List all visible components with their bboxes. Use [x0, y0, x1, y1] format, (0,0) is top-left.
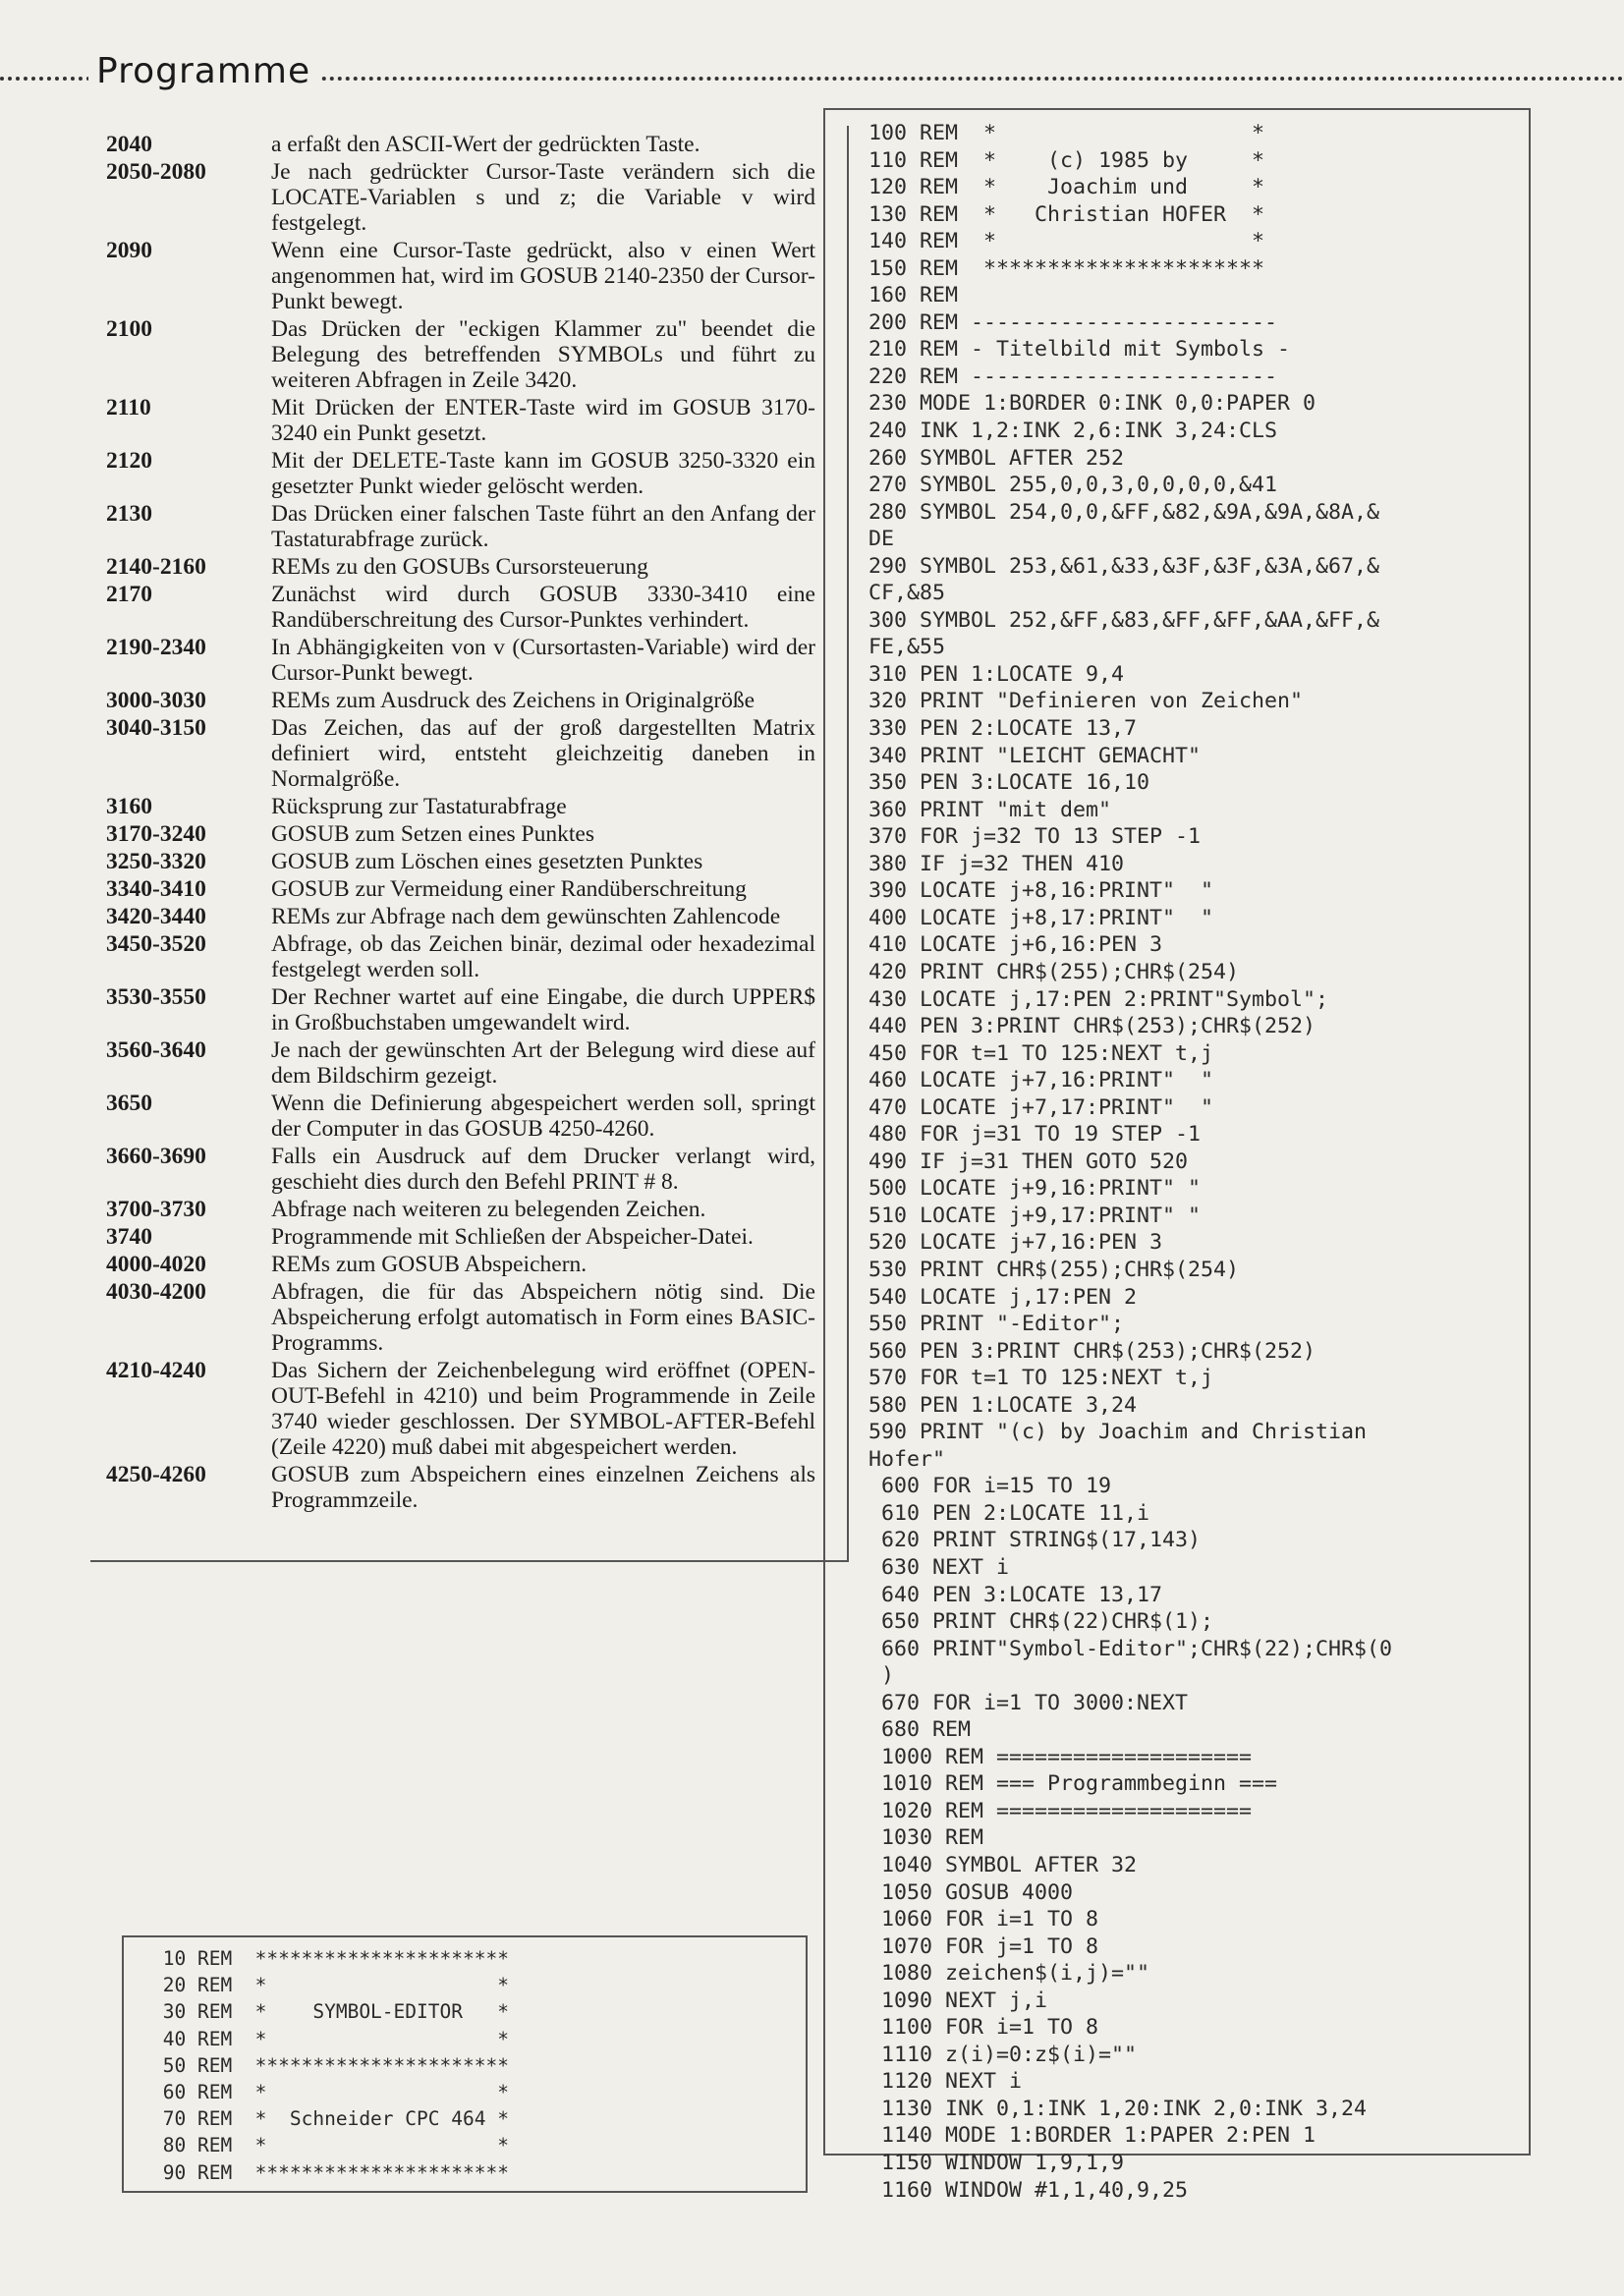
- description-text: Das Zeichen, das auf der groß dargestellten Matrix definiert wird, entsteht gleichzeitig daneben in Normalgröße.: [271, 715, 815, 792]
- code-line: 1040 SYMBOL AFTER 32: [868, 1853, 1138, 1877]
- description-item: [106, 501, 815, 552]
- code-line: 1160 WINDOW #1,1,40,9,25: [868, 2177, 1189, 2203]
- description-line-number: 3170-3240: [106, 821, 206, 847]
- code-line: 270 SYMBOL 255,0,0,3,0,0,0,0,&41: [868, 473, 1278, 498]
- description-text: Falls ein Ausdruck auf dem Drucker verlangt wird, geschieht dies durch den Befehl PRINT # 8.: [271, 1144, 815, 1195]
- description-item: [106, 1144, 815, 1195]
- description-line-number: 2170: [106, 582, 152, 607]
- description-line-number: 3740: [106, 1224, 152, 1250]
- code-line: 450 FOR t=1 TO 125:NEXT t,j: [868, 1040, 1214, 1066]
- code-line: 150 REM **********************: [868, 255, 1265, 281]
- code-line: 590 PRINT "(c) by Joachim and Christian: [868, 1420, 1368, 1445]
- description-line-number: 3530-3550: [106, 984, 206, 1010]
- description-text: GOSUB zur Vermeidung einer Randüberschreitung: [271, 876, 747, 902]
- code-line: 1070 FOR j=1 TO 8: [868, 1933, 1099, 1959]
- description-item: [106, 984, 815, 1036]
- description-item: [106, 132, 815, 157]
- description-line-number: 3700-3730: [106, 1197, 206, 1222]
- description-line-number: 2090: [106, 238, 152, 263]
- description-line-number: 3040-3150: [106, 715, 206, 741]
- description-item: [106, 794, 815, 819]
- code-line: 1060 FOR i=1 TO 8: [868, 1907, 1099, 1932]
- description-item: [106, 821, 815, 847]
- code-line: 530 PRINT CHR$(255);CHR$(254): [868, 1257, 1240, 1282]
- description-text: Abfragen, die für das Abspeichern nötig sind. Die Abspeicherung erfolgt automatisch in Form eines BASIC-Programms.: [271, 1279, 815, 1356]
- description-text: In Abhängigkeiten von v (Cursortasten-Variable) wird der Cursor-Punkt bewegt.: [271, 635, 815, 686]
- description-line-number: 3250-3320: [106, 849, 206, 874]
- description-item: [106, 849, 815, 874]
- code-line: 490 IF j=31 THEN GOTO 520: [868, 1148, 1189, 1174]
- description-text: GOSUB zum Setzen eines Punktes: [271, 821, 594, 847]
- description-item: [106, 715, 815, 792]
- description-text: Das Drücken der "eckigen Klammer zu" beendet die Belegung des betreffenden SYMBOLs und führt zu weiteren Abfragen in Zeile 3420.: [271, 316, 815, 393]
- code-line: 1010 REM === Programmbeginn ===: [868, 1771, 1278, 1797]
- description-text: Mit Drücken der ENTER-Taste wird im GOSUB 3170-3240 ein Punkt gesetzt.: [271, 395, 815, 446]
- code-line: 400 LOCATE j+8,17:PRINT" ": [868, 905, 1214, 930]
- description-line-number: 4000-4020: [106, 1252, 206, 1277]
- code-line: 630 NEXT i: [868, 1554, 1010, 1580]
- code-line: 1020 REM ====================: [868, 1798, 1253, 1823]
- code-line: 620 PRINT STRING$(17,143): [868, 1528, 1202, 1553]
- description-text: REMs zu den GOSUBs Cursorsteuerung: [271, 554, 648, 580]
- code-line: 280 SYMBOL 254,0,0,&FF,&82,&9A,&9A,&8A,&: [868, 499, 1380, 525]
- code-line: 90 REM **********************: [151, 2160, 509, 2184]
- code-line: 80 REM * *: [151, 2134, 509, 2157]
- code-line: 660 PRINT"Symbol-Editor";CHR$(22);CHR$(0: [868, 1636, 1393, 1661]
- description-line-number: 4030-4200: [106, 1279, 206, 1305]
- code-line: 500 LOCATE j+9,16:PRINT" ": [868, 1176, 1202, 1202]
- code-line: 680 REM: [868, 1717, 972, 1743]
- description-text: Wenn eine Cursor-Taste gedrückt, also v einen Wert angenommen hat, wird im GOSUB 2140-2350 der Cursor-Punkt bewegt.: [271, 238, 815, 314]
- code-line: 1130 INK 0,1:INK 1,20:INK 2,0:INK 3,24: [868, 2096, 1368, 2121]
- code-line: 20 REM * *: [151, 1974, 509, 1997]
- description-line-number: 3160: [106, 794, 152, 819]
- code-line: 40 REM * *: [151, 2027, 509, 2050]
- description-line-number: 2120: [106, 448, 152, 474]
- code-line: 230 MODE 1:BORDER 0:INK 0,0:PAPER 0: [868, 391, 1316, 417]
- description-line-number: 2140-2160: [106, 554, 206, 580]
- code-line: 210 REM - Titelbild mit Symbols -: [868, 337, 1291, 363]
- description-line-number: 4250-4260: [106, 1462, 206, 1487]
- code-line: 420 PRINT CHR$(255);CHR$(254): [868, 959, 1240, 984]
- description-item: [106, 1224, 815, 1250]
- description-text: REMs zum Ausdruck des Zeichens in Originalgröße: [271, 688, 756, 713]
- description-item: [106, 1091, 815, 1142]
- description-line-number: 3560-3640: [106, 1037, 206, 1063]
- code-line: DE: [868, 527, 895, 552]
- description-text: Wenn die Definierung abgespeichert werden soll, springt der Computer in das GOSUB 4250-4260.: [271, 1091, 815, 1142]
- description-item: [106, 635, 815, 686]
- description-text: Abfrage nach weiteren zu belegenden Zeichen.: [271, 1197, 706, 1222]
- code-line: 440 PEN 3:PRINT CHR$(253);CHR$(252): [868, 1014, 1316, 1039]
- code-line: 600 FOR i=15 TO 19: [868, 1474, 1112, 1499]
- code-line: 110 REM * (c) 1985 by *: [868, 147, 1265, 173]
- description-text: GOSUB zum Löschen eines gesetzten Punktes: [271, 849, 703, 874]
- code-line: 240 INK 1,2:INK 2,6:INK 3,24:CLS: [868, 419, 1278, 444]
- code-line: 140 REM * *: [868, 229, 1265, 254]
- program-listing-right: [823, 108, 1531, 2203]
- code-line: 520 LOCATE j+7,16:PEN 3: [868, 1230, 1163, 1256]
- description-item: [106, 688, 815, 713]
- code-line: 390 LOCATE j+8,16:PRINT" ": [868, 878, 1214, 904]
- line-description-list: [106, 132, 815, 1515]
- section-title: Programme: [88, 51, 318, 91]
- code-line: 1000 REM ====================: [868, 1744, 1253, 1769]
- code-line: 1120 NEXT i: [868, 2069, 1023, 2095]
- description-line-number: 3000-3030: [106, 688, 206, 713]
- code-line: 1150 WINDOW 1,9,1,9: [868, 2151, 1125, 2176]
- description-line-number: 2050-2080: [106, 159, 206, 185]
- description-item: [106, 238, 815, 314]
- description-line-number: 2130: [106, 501, 152, 527]
- code-line: 260 SYMBOL AFTER 252: [868, 445, 1125, 471]
- code-line: 1050 GOSUB 4000: [868, 1879, 1074, 1905]
- code-line: 160 REM: [868, 283, 959, 308]
- description-text: Mit der DELETE-Taste kann im GOSUB 3250-3320 ein gesetzter Punkt wieder gelöscht werden.: [271, 448, 815, 499]
- code-line: 640 PEN 3:LOCATE 13,17: [868, 1582, 1163, 1607]
- code-line: ): [868, 1663, 895, 1689]
- code-line: 410 LOCATE j+6,16:PEN 3: [868, 932, 1163, 958]
- description-item: [106, 1252, 815, 1277]
- listing-code-left: [151, 1945, 509, 2186]
- code-line: 460 LOCATE j+7,16:PRINT" ": [868, 1068, 1214, 1093]
- code-line: 650 PRINT CHR$(22)CHR$(1);: [868, 1609, 1214, 1635]
- code-line: 310 PEN 1:LOCATE 9,4: [868, 661, 1125, 687]
- code-line: FE,&55: [868, 635, 946, 660]
- code-line: 70 REM * Schneider CPC 464 *: [151, 2107, 509, 2131]
- code-line: 100 REM * *: [868, 121, 1265, 145]
- code-line: 130 REM * Christian HOFER *: [868, 201, 1265, 227]
- code-line: 350 PEN 3:LOCATE 16,10: [868, 770, 1150, 796]
- description-text: Zunächst wird durch GOSUB 3330-3410 eine Randüberschreitung des Cursor-Punktes verhindert.: [271, 582, 815, 633]
- description-text: REMs zur Abfrage nach dem gewünschten Zahlencode: [271, 904, 781, 929]
- description-item: [106, 316, 815, 393]
- description-item: [106, 876, 815, 902]
- code-line: 330 PEN 2:LOCATE 13,7: [868, 716, 1138, 742]
- code-line: 50 REM **********************: [151, 2053, 509, 2077]
- description-item: [106, 395, 815, 446]
- description-text: Abfrage, ob das Zeichen binär, dezimal oder hexadezimal festgelegt werden soll.: [271, 931, 815, 982]
- description-line-number: 2040: [106, 132, 152, 157]
- code-line: 10 REM **********************: [151, 1947, 509, 1970]
- code-line: 470 LOCATE j+7,17:PRINT" ": [868, 1094, 1214, 1120]
- description-item: [106, 1358, 815, 1460]
- description-text: Der Rechner wartet auf eine Eingabe, die durch UPPER$ in Großbuchstaben umgewandelt wird.: [271, 984, 815, 1036]
- code-line: 300 SYMBOL 252,&FF,&83,&FF,&FF,&AA,&FF,&: [868, 607, 1380, 633]
- code-line: 120 REM * Joachim und *: [868, 175, 1265, 200]
- description-line-number: 2100: [106, 316, 152, 342]
- code-line: 510 LOCATE j+9,17:PRINT" ": [868, 1203, 1202, 1228]
- code-line: 340 PRINT "LEICHT GEMACHT": [868, 743, 1202, 768]
- code-line: 550 PRINT "-Editor";: [868, 1312, 1125, 1337]
- code-line: CF,&85: [868, 581, 946, 606]
- description-item: [106, 1462, 815, 1513]
- description-item: [106, 904, 815, 929]
- description-item: [106, 1197, 815, 1222]
- description-text: Programmende mit Schließen der Abspeicher-Datei.: [271, 1224, 754, 1250]
- code-line: 540 LOCATE j,17:PEN 2: [868, 1284, 1138, 1310]
- description-line-number: 3650: [106, 1091, 152, 1116]
- description-text: a erfaßt den ASCII-Wert der gedrückten Taste.: [271, 132, 700, 157]
- code-line: 1030 REM: [868, 1825, 984, 1851]
- description-item: [106, 448, 815, 499]
- code-line: 1080 zeichen$(i,j)="": [868, 1961, 1150, 1987]
- description-line-number: 2110: [106, 395, 151, 420]
- code-line: 1100 FOR i=1 TO 8: [868, 2015, 1099, 2041]
- code-line: 290 SYMBOL 253,&61,&33,&3F,&3F,&3A,&67,&: [868, 553, 1380, 579]
- code-line: 380 IF j=32 THEN 410: [868, 851, 1125, 876]
- description-item: [106, 159, 815, 236]
- description-item: [106, 582, 815, 633]
- description-item: [106, 554, 815, 580]
- description-text: Das Sichern der Zeichenbelegung wird eröffnet (OPEN-OUT-Befehl in 4210) und beim Programmende in Zeile 3740 wieder geschlossen. Der SYMBOL-AFTER-Befehl (Zeile 4220) muß dabei mit abgespeichert werden.: [271, 1358, 815, 1460]
- description-line-number: 3660-3690: [106, 1144, 206, 1169]
- description-line-number: 3450-3520: [106, 931, 206, 957]
- code-line: Hofer": [868, 1446, 946, 1472]
- description-line-number: 3420-3440: [106, 904, 206, 929]
- code-line: 610 PEN 2:LOCATE 11,i: [868, 1500, 1150, 1526]
- description-item: [106, 1279, 815, 1356]
- code-line: 430 LOCATE j,17:PEN 2:PRINT"Symbol";: [868, 986, 1329, 1012]
- code-line: 30 REM * SYMBOL-EDITOR *: [151, 2000, 509, 2024]
- code-line: 1090 NEXT j,i: [868, 1988, 1048, 2013]
- code-line: 560 PEN 3:PRINT CHR$(253);CHR$(252): [868, 1338, 1316, 1364]
- code-line: 570 FOR t=1 TO 125:NEXT t,j: [868, 1366, 1214, 1391]
- description-line-number: 3340-3410: [106, 876, 206, 902]
- listing-code-right: [868, 120, 1392, 2204]
- program-listing-left: [122, 1935, 808, 2193]
- code-line: 670 FOR i=1 TO 3000:NEXT: [868, 1690, 1189, 1715]
- description-text: GOSUB zum Abspeichern eines einzelnen Zeichens als Programmzeile.: [271, 1462, 815, 1513]
- description-text: Je nach der gewünschten Art der Belegung wird diese auf dem Bildschirm gezeigt.: [271, 1037, 815, 1089]
- description-line-number: 2190-2340: [106, 635, 206, 660]
- description-item: [106, 931, 815, 982]
- description-text: Das Drücken einer falschen Taste führt an den Anfang der Tastaturabfrage zurück.: [271, 501, 815, 552]
- code-line: 320 PRINT "Definieren von Zeichen": [868, 689, 1304, 714]
- code-line: 480 FOR j=31 TO 19 STEP -1: [868, 1122, 1202, 1148]
- description-text: Je nach gedrückter Cursor-Taste verändern sich die LOCATE-Variablen s und z; die Variable v wird festgelegt.: [271, 159, 815, 236]
- code-line: 1140 MODE 1:BORDER 1:PAPER 2:PEN 1: [868, 2123, 1316, 2149]
- description-text: REMs zum GOSUB Abspeichern.: [271, 1252, 588, 1277]
- code-line: 60 REM * *: [151, 2081, 509, 2104]
- code-line: 200 REM ------------------------: [868, 309, 1278, 335]
- description-line-number: 4210-4240: [106, 1358, 206, 1383]
- code-line: 580 PEN 1:LOCATE 3,24: [868, 1392, 1138, 1418]
- code-line: 220 REM ------------------------: [868, 364, 1278, 389]
- code-line: 370 FOR j=32 TO 13 STEP -1: [868, 824, 1202, 850]
- description-text: Rücksprung zur Tastaturabfrage: [271, 794, 567, 819]
- code-line: 360 PRINT "mit dem": [868, 797, 1112, 822]
- code-line: 1110 z(i)=0:z$(i)="": [868, 2042, 1138, 2067]
- description-item: [106, 1037, 815, 1089]
